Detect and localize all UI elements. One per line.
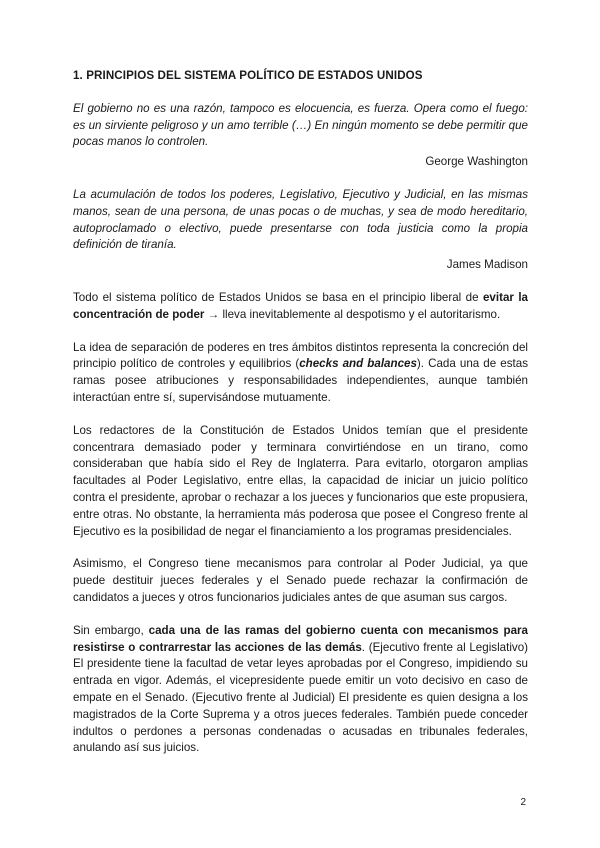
paragraph-text: La idea de separación de poderes en tres ámbitos distintos representa la concreción del principio político de controles y equilibrios ( [73,340,528,371]
bold-italic-emphasis: checks and balances [299,357,417,371]
paragraph-congress: Asimismo, el Congreso tiene mecanismos para controlar al Poder Judicial, ya que puede destituir jueces federales y el Senado puede rechazar la confirmación de candidatos a jueces y otros funcionarios judiciales antes de que asuman sus cargos. [73,557,528,604]
quote-madison: La acumulación de todos los poderes, Legislativo, Ejecutivo y Judicial, en las mismas manos, sean de una persona, de unas pocas o de muchas, y sea de modo hereditario, autoproclamado o electivo, puede presentarse con toda justicia como la propia definición de tiranía. [73,187,528,252]
paragraph-text: ). Cada una de estas ramas posee atribuciones y responsabilidades independientes, aunque también interactúan entre sí, supervisándose mutuamente. [73,357,528,404]
section-heading: 1. PRINCIPIOS DEL SISTEMA POLÍTICO DE ESTADOS UNIDOS [73,69,423,82]
bold-emphasis: cada una de las ramas del gobierno cuenta con mecanismos para resistirse o contrarrestar las acciones de las demás [73,623,528,654]
paragraph-text: Todo el sistema político de Estados Unidos se basa en el principio liberal de [73,290,483,304]
paragraph-text: → lleva inevitablemente al despotismo y el autoritarismo. [204,307,501,321]
paragraph-constitution: Los redactores de la Constitución de Estados Unidos temían que el presidente concentrara demasiado poder y terminara convirtiéndose en un tirano, como consideraban que había sido el Rey de Inglaterra. Para evitarlo, otorgaron amplias facultades al Poder Legislativo, entre ellas, la capacidad de iniciar un juicio político contra el presidente, aprobar o rechazar a los jueces y funcionarios que este propusiera, entre otras. No obstante, la herramienta más poderosa que posee el Congreso frente al Ejecutivo es la posibilidad de negar el financiamiento a los programas presidenciales. [73,423,528,538]
quote-author-washington: George Washington [425,155,528,169]
paragraph-text: . (Ejecutivo frente al Legislativo) El presidente tiene la facultad de vetar leyes aprobadas por el Congreso, impidiendo su entrada en vigor. Además, el vicepresidente puede emitir un voto decisivo en caso de empate en el Senado. (Ejecutivo frente al Judicial) El presidente es quien designa a los magistrados de la Corte Suprema y a otros jueces federales. También puede conceder indultos o perdones a personas condenadas o acusadas en tribunales federales, anulando así sus juicios. [73,640,528,755]
quote-author-madison: James Madison [446,258,528,272]
paragraph-text: Sin embargo, [73,623,149,637]
quote-washington: El gobierno no es una razón, tampoco es elocuencia, es fuerza. Opera como el fuego: es un sirviente peligroso y un amo terrible (…) En ningún momento se debe permitir que pocas manos lo controlen. [73,101,528,149]
page-number: 2 [520,797,526,808]
bold-emphasis: evitar la concentración de poder [73,290,528,321]
paragraph-separation [73,340,528,407]
paragraph-principle [73,290,528,324]
paragraph-checks [73,623,528,757]
